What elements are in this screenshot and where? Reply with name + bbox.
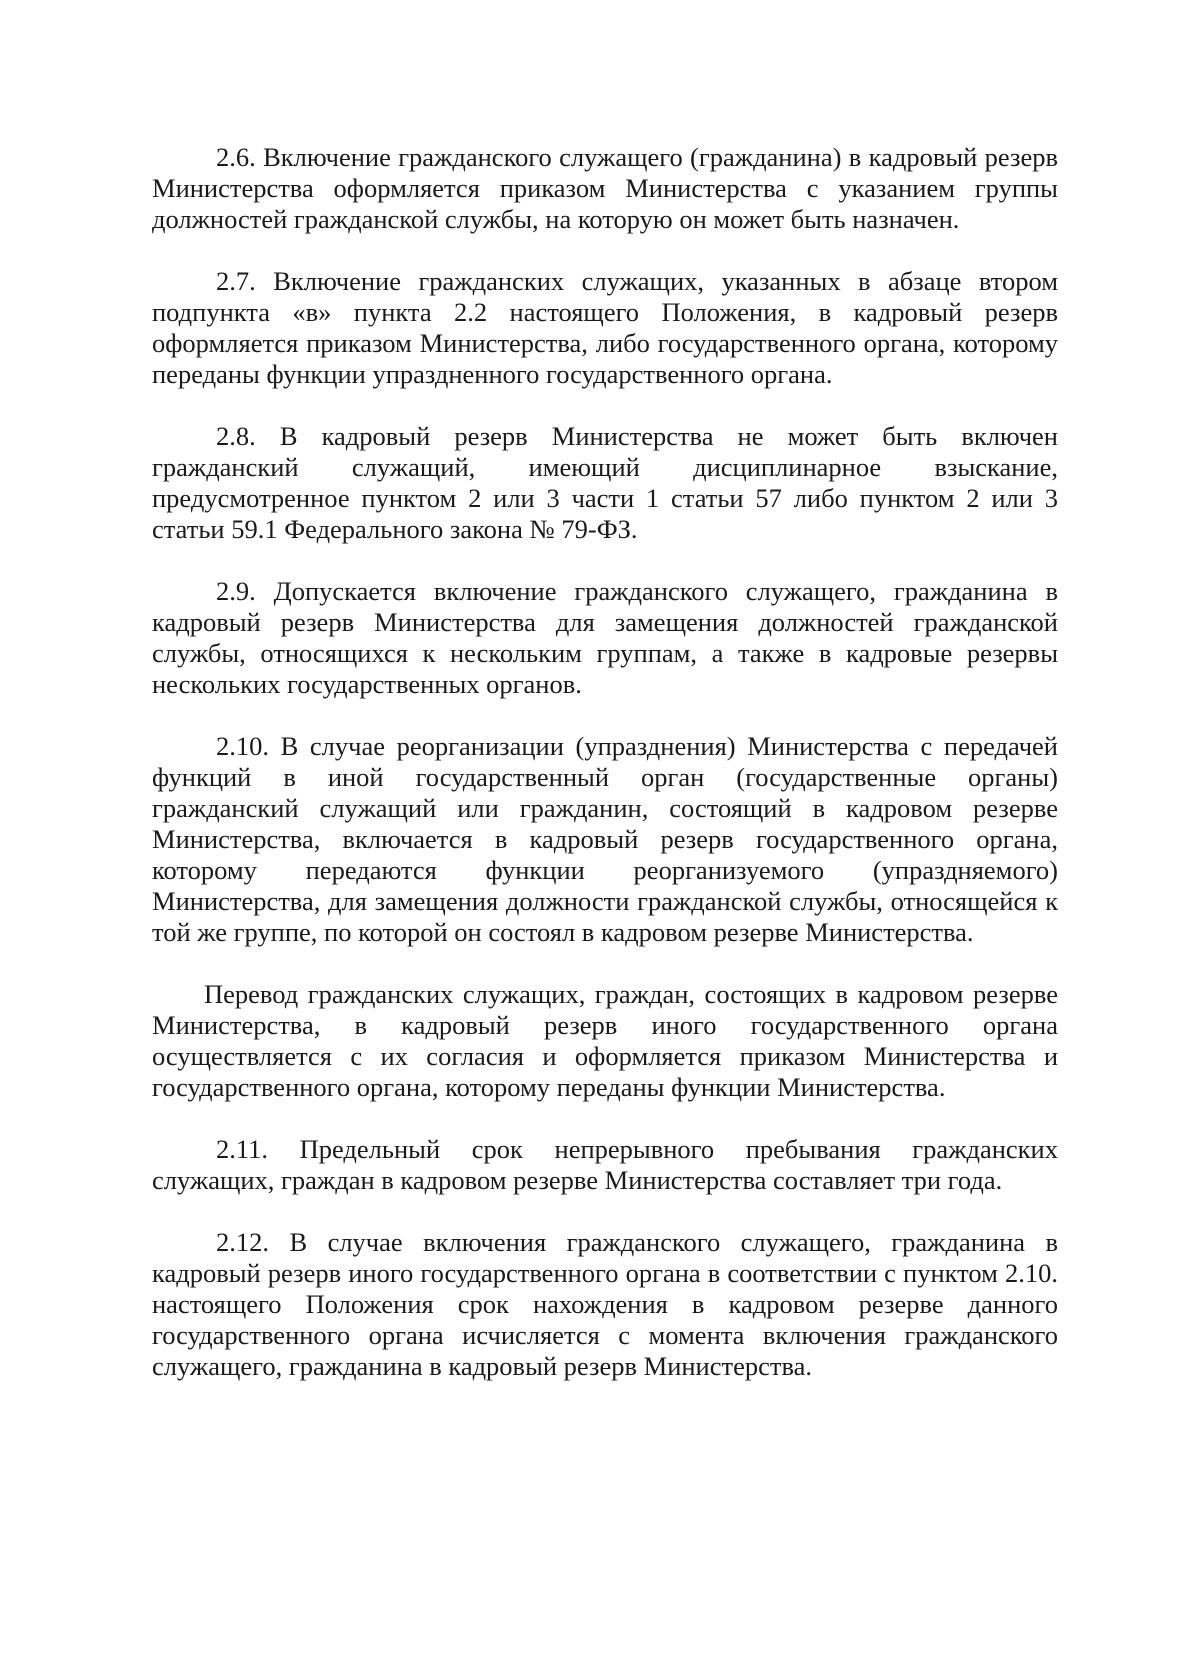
paragraph-2-8: 2.8. В кадровый резерв Министерства не может быть включен гражданский служащий, имеющий дисциплинарное взыскание, предусмотренное пунктом 2 или 3 части 1 статьи 57 либо пунктом 2 или 3 статьи 59.1 Федерального закона № 79-ФЗ. bbox=[152, 421, 1058, 544]
paragraph-2-10: 2.10. В случае реорганизации (упразднения) Министерства с передачей функций в иной государственный орган (государственные органы) гражданский служащий или гражданин, состоящий в кадровом резерве Министерства, включается в кадровый резерв государственного органа, которому передаются функции реорганизуемого (упраздняемого) Министерства, для замещения должности гражданской службы, относящейся к той же группе, по которой он состоял в кадровом резерве Министерства. bbox=[152, 731, 1058, 947]
paragraph-2-11: 2.11. Предельный срок непрерывного пребывания гражданских служащих, граждан в кадровом резерве Министерства составляет три года. bbox=[152, 1134, 1058, 1195]
paragraph-2-7: 2.7. Включение гражданских служащих, указанных в абзаце втором подпункта «в» пункта 2.2 настоящего Положения, в кадровый резерв оформляется приказом Министерства, либо государственного органа, которому переданы функции упраздненного государственного органа. bbox=[152, 266, 1058, 389]
document-body bbox=[152, 142, 1058, 1382]
paragraph-transfer: Перевод гражданских служащих, граждан, состоящих в кадровом резерве Министерства, в кадровый резерв иного государственного органа осуществляется с их согласия и оформляется приказом Министерства и государственного органа, которому переданы функции Министерства. bbox=[152, 979, 1058, 1102]
paragraph-2-6: 2.6. Включение гражданского служащего (гражданина) в кадровый резерв Министерства оформляется приказом Министерства с указанием группы должностей гражданской службы, на которую он может быть назначен. bbox=[152, 142, 1058, 234]
paragraph-2-12: 2.12. В случае включения гражданского служащего, гражданина в кадровый резерв иного государственного органа в соответствии с пунктом 2.10. настоящего Положения срок нахождения в кадровом резерве данного государственного органа исчисляется с момента включения гражданского служащего, гражданина в кадровый резерв Министерства. bbox=[152, 1227, 1058, 1381]
paragraph-2-9: 2.9. Допускается включение гражданского служащего, гражданина в кадровый резерв Министерства для замещения должностей гражданской службы, относящихся к нескольким группам, а также в кадровые резервы нескольких государственных органов. bbox=[152, 576, 1058, 699]
